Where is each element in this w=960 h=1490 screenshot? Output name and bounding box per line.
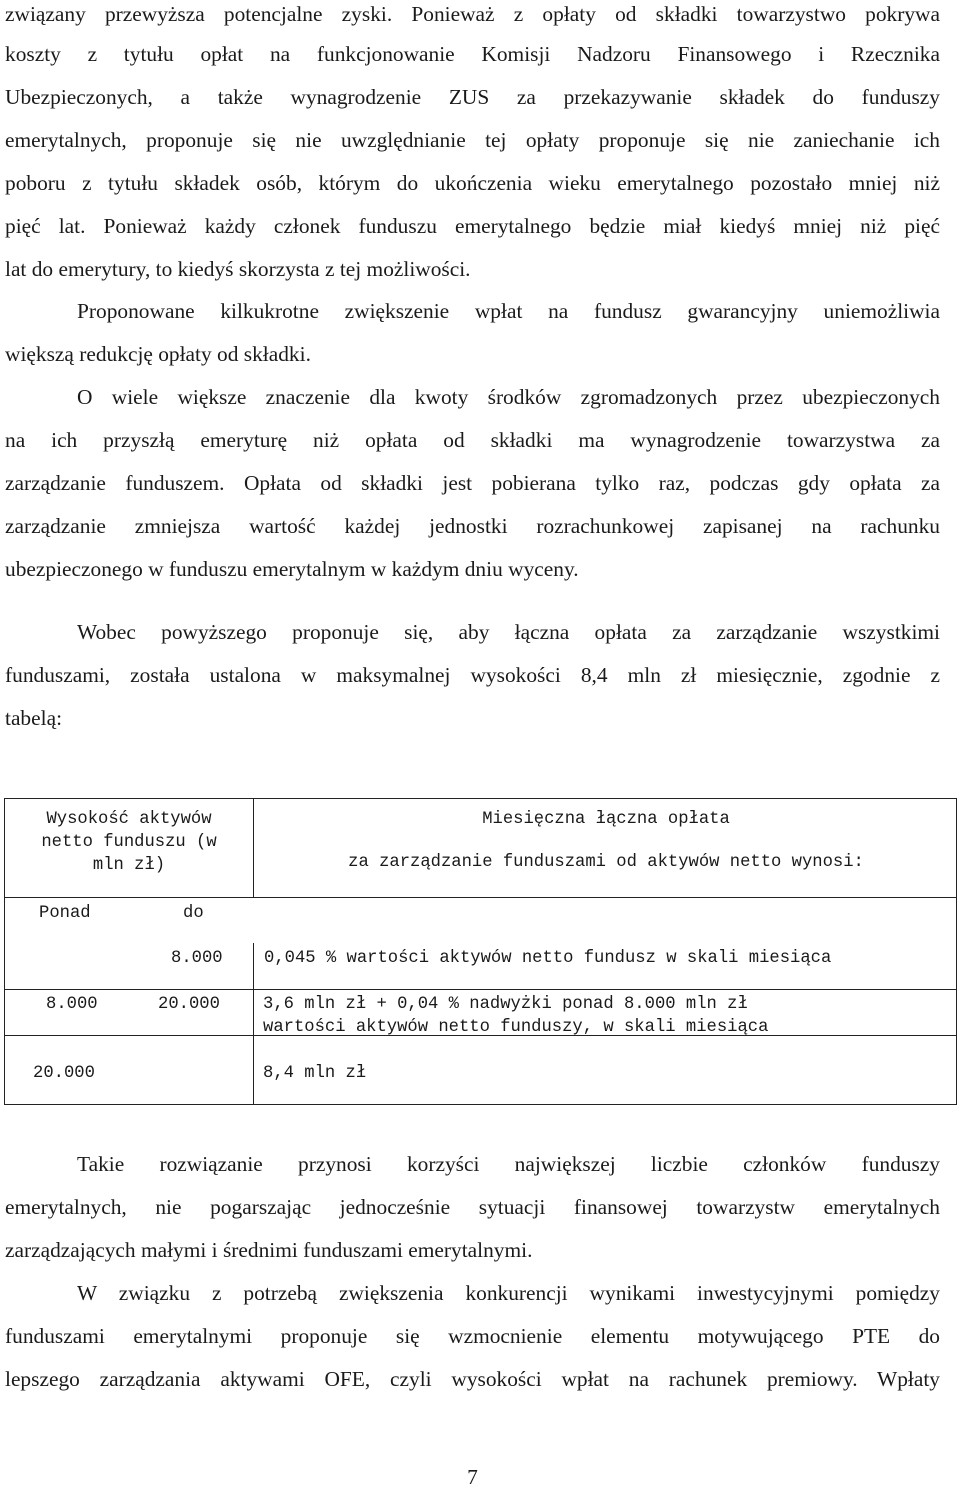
row1-fee: 0,045 % wartości aktywów netto fundusz w skali miesiąca: [264, 949, 832, 968]
text-line: Ubezpieczonych, a także wynagrodzenie ZUS za przekazywanie składek do funduszy: [5, 85, 940, 109]
subheader-from: Ponad: [39, 904, 91, 923]
text-line: związany przewyższa potencjalne zyski. Ponieważ z opłaty od składki towarzystwo pokrywa: [5, 2, 940, 26]
text-line: Takie rozwiązanie przynosi korzyści największej liczbie członków funduszy: [77, 1152, 940, 1176]
fee-line: wartości aktywów netto funduszy, w skali miesiąca: [263, 1018, 769, 1037]
text-line: O wiele większe znaczenie dla kwoty środków zgromadzonych przez ubezpieczonych: [77, 385, 940, 409]
text-line: funduszami emerytalnymi proponuje się wzmocnienie elementu motywującego PTE do: [5, 1324, 940, 1348]
text-line: większą redukcję opłaty od składki.: [5, 342, 311, 366]
header-line: Miesięczna łączna opłata: [482, 810, 730, 829]
text-line: zarządzanie zmniejsza wartość każdej jednostki rozrachunkowej zapisanej na rachunku: [5, 514, 940, 538]
row1-to: 8.000: [171, 949, 223, 968]
table-rule: [5, 897, 956, 898]
row3-fee: 8,4 mln zł: [263, 1064, 367, 1083]
text-line: zarządzających małymi i średnimi funduszami emerytalnymi.: [5, 1238, 533, 1262]
text-line: lepszego zarządzania aktywami OFE, czyli wysokości wpłat na rachunek premiowy. Wpłaty: [5, 1367, 940, 1391]
row3-from: 20.000: [33, 1064, 95, 1083]
table-rule: [5, 989, 956, 990]
row2-from: 8.000: [46, 995, 98, 1014]
text-line: ubezpieczonego w funduszu emerytalnym w każdym dniu wyceny.: [5, 557, 579, 581]
header-line: Wysokość aktywów: [46, 810, 212, 829]
text-line: W związku z potrzebą zwiększenia konkurencji wynikami inwestycyjnymi pomiędzy: [77, 1281, 940, 1305]
text-line: emerytalnych, nie pogarszając jednocześnie sytuacji finansowej towarzystw emerytalnych: [5, 1195, 940, 1219]
text-line: lat do emerytury, to kiedyś skorzysta z tej możliwości.: [5, 257, 471, 281]
text-line: funduszami, została ustalona w maksymalnej wysokości 8,4 mln zł miesięcznie, zgodnie z: [5, 663, 940, 687]
header-fee: [254, 808, 958, 874]
text-line: Wobec powyższego proponuje się, aby łączna opłata za zarządzanie wszystkimi: [77, 620, 940, 644]
table-rule: [253, 943, 254, 989]
text-line: poboru z tytułu składek osób, którym do ukończenia wieku emerytalnego pozostało mniej niż: [5, 171, 940, 195]
fee-table: [4, 798, 957, 1105]
header-assets: [5, 808, 253, 877]
text-line: koszty z tytułu opłat na funkcjonowanie Komisji Nadzoru Finansowego i Rzecznika: [5, 42, 940, 66]
fee-line: 3,6 mln zł + 0,04 % nadwyżki ponad 8.000 mln zł: [263, 995, 748, 1014]
table-rule: [253, 989, 254, 1035]
page-number: 7: [467, 1465, 478, 1489]
text-line: pięć lat. Ponieważ każdy członek funduszu emerytalnego będzie miał kiedyś mniej niż pięć: [5, 214, 940, 238]
text-line: Proponowane kilkukrotne zwiększenie wpłat na fundusz gwarancyjny uniemożliwia: [77, 299, 940, 323]
text-line: na ich przyszłą emeryturę niż opłata od składki ma wynagrodzenie towarzystwa za: [5, 428, 940, 452]
table-rule: [253, 1035, 254, 1105]
text-line: emerytalnych, proponuje się nie uwzględnianie tej opłaty proponuje się nie zaniechanie ich: [5, 128, 940, 152]
text-line: zarządzanie funduszem. Opłata od składki jest pobierana tylko raz, podczas gdy opłata za: [5, 471, 940, 495]
header-line: netto funduszu (w: [41, 833, 217, 852]
text-line: tabelą:: [5, 706, 63, 730]
row2-fee: [263, 993, 768, 1039]
row2-to: 20.000: [158, 995, 220, 1014]
subheader-to: do: [183, 904, 204, 923]
header-line: za zarządzanie funduszami od aktywów netto wynosi:: [348, 853, 864, 872]
header-line: mln zł): [92, 856, 166, 875]
